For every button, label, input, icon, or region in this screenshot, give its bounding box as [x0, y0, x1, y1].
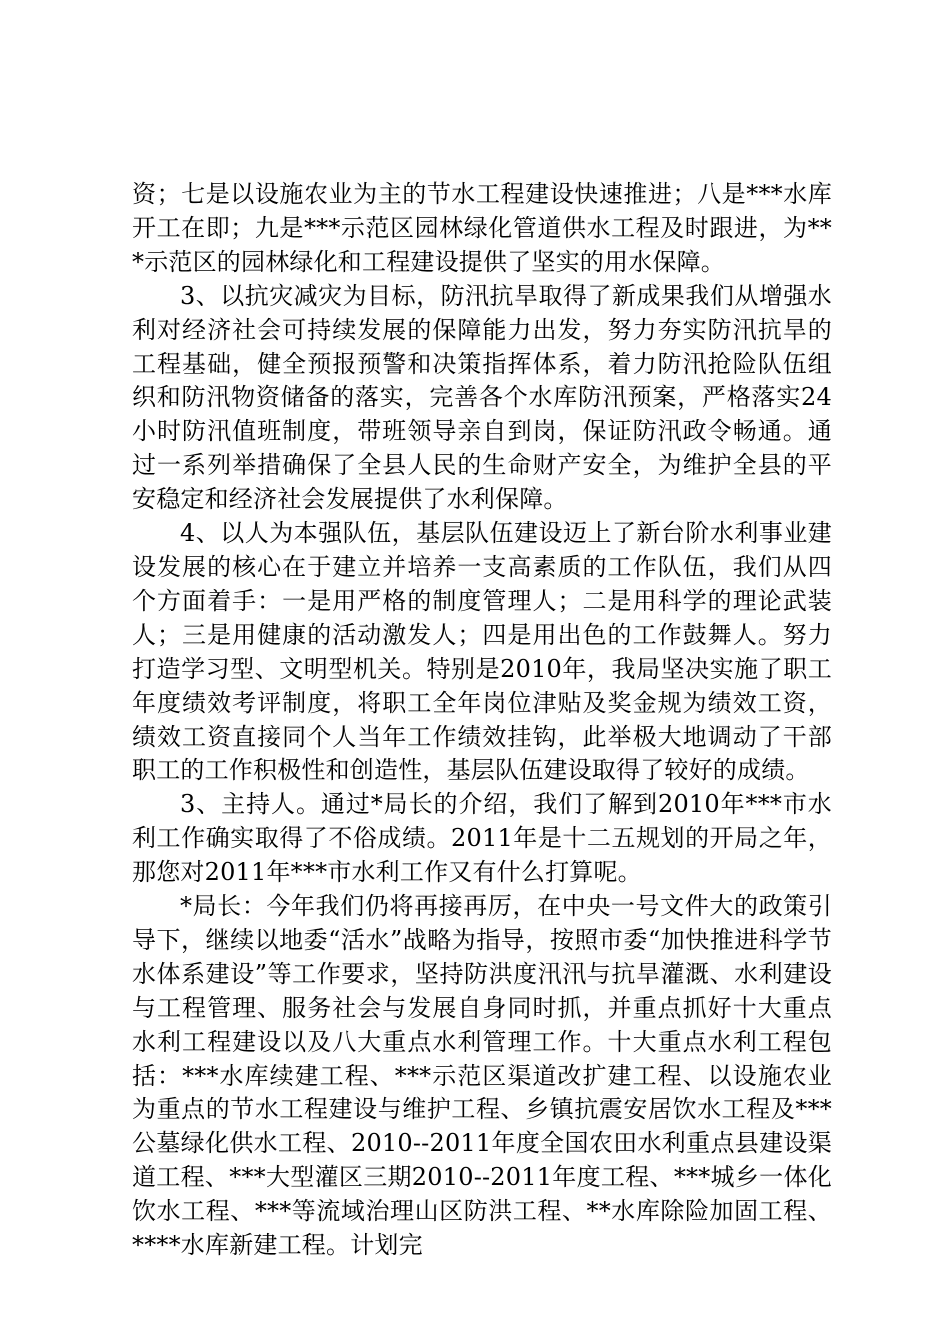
paragraph-5: *局长：今年我们仍将再接再厉，在中央一号文件大的政策引导下，继续以地委“活水”战略为指导，按照市委“加快推进科学节水体系建设”等工作要求，坚持防洪度汛汛与抗旱灌溉、水利建设与工程管理、服务社会与发展自身同时抓，并重点抓好十大重点水利工程建设以及八大重点水利管理工作。十大重点水利工程包括：***水库续建工程、***示范区渠道改扩建工程、以设施农业为重点的节水工程建设与维护工程、乡镇抗震安居饮水工程及***公墓绿化供水工程、2010--2011年度全国农田水利重点县建设渠道工程、***大型灌区三期2010--2011年度工程、***城乡一体化饮水工程、***等流域治理山区防洪工程、**水库除险加固工程、****水库新建工程。计划完 [132, 892, 832, 1260]
paragraph-3: 4、以人为本强队伍，基层队伍建设迈上了新台阶水利事业建设发展的核心在于建立并培养一支高素质的工作队伍，我们从四个方面着手：一是用严格的制度管理人；二是用科学的理论武装人；三是用健康的活动激发人；四是用出色的工作鼓舞人。努力打造学习型、文明型机关。特别是2010年，我局坚决实施了职工年度绩效考评制度，将职工全年岗位津贴及奖金规为绩效工资，绩效工资直接同个人当年工作绩效挂钩，此举极大地调动了干部职工的工作积极性和创造性，基层队伍建设取得了较好的成绩。 [132, 519, 832, 785]
paragraph-4: 3、主持人。通过*局长的介绍，我们了解到2010年***市水利工作确实取得了不俗成绩。2011年是十二五规划的开局之年，那您对2011年***市水利工作又有什么打算呢。 [132, 790, 832, 887]
paragraph-2: 3、以抗灾减灾为目标，防汛抗旱取得了新成果我们从增强水利对经济社会可持续发展的保障能力出发，努力夯实防汛抗旱的工程基础，健全预报预警和决策指挥体系，着力防汛抢险队伍组织和防汛物资储备的落实，完善各个水库防汛预案，严格落实24小时防汛值班制度，带班领导亲自到岗，保证防汛政令畅通。通过一系列举措确保了全县人民的生命财产安全，为维护全县的平安稳定和经济社会发展提供了水利保障。 [132, 281, 832, 514]
paragraph-1: 资；七是以设施农业为主的节水工程建设快速推进；八是***水库开工在即；九是***示范区园林绿化管道供水工程及时跟进，为***示范区的园林绿化和工程建设提供了坚实的用水保障。 [132, 180, 832, 276]
document-body [132, 178, 832, 1263]
